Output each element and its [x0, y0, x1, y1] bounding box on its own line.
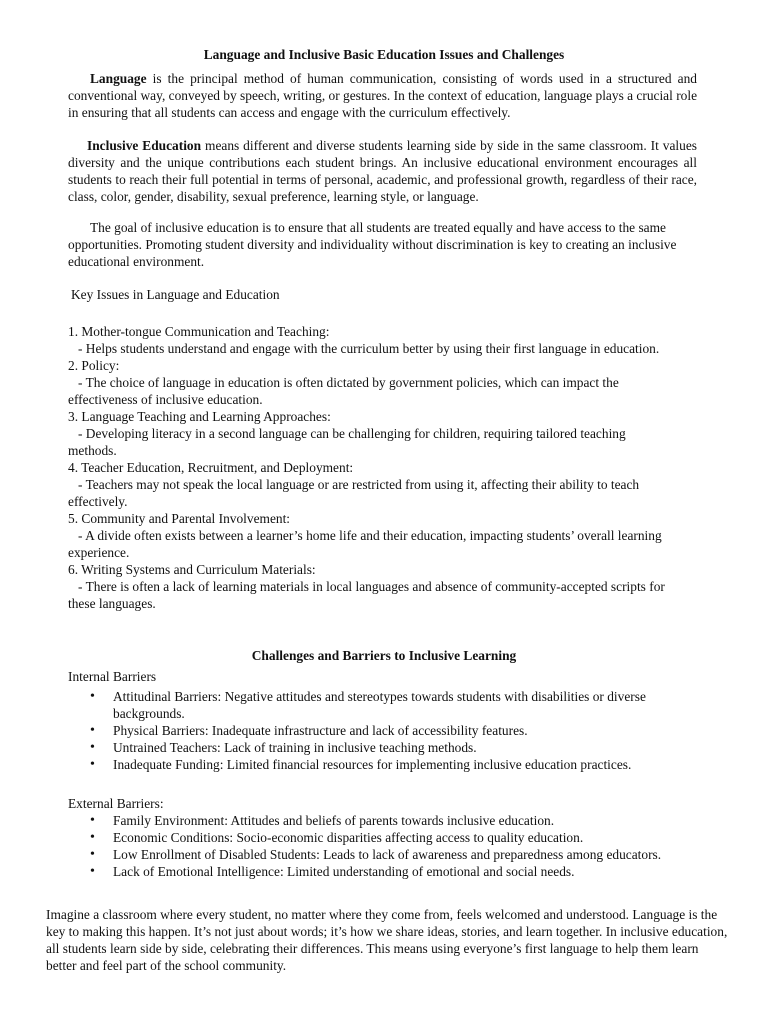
- document-title: Language and Inclusive Basic Education Issues and Challenges: [203, 47, 565, 62]
- issue-description-line: - The choice of language in education is often dictated by government policies, which can impact the: [78, 375, 619, 390]
- issue-title: 6. Writing Systems and Curriculum Materials:: [68, 562, 316, 577]
- barrier-text: Attitudinal Barriers: Negative attitudes and stereotypes towards students with disabilities or diverse: [113, 689, 646, 704]
- issue-description: [68, 578, 697, 612]
- bullet-icon: •: [90, 813, 95, 828]
- list-item: [68, 688, 697, 722]
- issue-description-tail: experience.: [68, 545, 130, 560]
- bullet-icon: •: [90, 864, 95, 879]
- issue-description-line: - Teachers may not speak the local language or are restricted from using it, affecting their ability to teach: [78, 477, 640, 492]
- issue-description-line: - There is often a lack of learning materials in local languages and absence of community-accepted scripts for: [78, 579, 665, 594]
- issue-description: [68, 425, 697, 459]
- list-item: [68, 561, 697, 612]
- challenges-heading: Challenges and Barriers to Inclusive Learning: [251, 648, 517, 663]
- external-barriers-heading: External Barriers:: [68, 796, 164, 811]
- barrier-text-tail: backgrounds.: [113, 706, 185, 721]
- term-inclusive-education: Inclusive Education: [87, 138, 202, 153]
- list-item: [68, 829, 697, 846]
- bullet-icon: •: [90, 689, 95, 704]
- list-item: [68, 722, 697, 739]
- issue-description-line: - A divide often exists between a learner’s home life and their education, impacting students’ overall learning: [78, 528, 662, 543]
- issue-title: 1. Mother-tongue Communication and Teaching:: [68, 324, 330, 339]
- issue-title: 4. Teacher Education, Recruitment, and Deployment:: [68, 460, 354, 475]
- issue-description-tail: these languages.: [68, 596, 156, 611]
- issue-description-line: - Developing literacy in a second language can be challenging for children, requiring tailored teaching: [78, 426, 626, 441]
- issue-title: 2. Policy:: [68, 358, 120, 373]
- list-item: [68, 739, 697, 756]
- barrier-text: Inadequate Funding: Limited financial resources for implementing inclusive education practices.: [113, 757, 632, 772]
- bullet-icon: •: [90, 740, 95, 755]
- list-item: [68, 846, 697, 863]
- issues-list: [68, 323, 697, 612]
- issue-description: - Helps students understand and engage with the curriculum better by using their first language in education.: [78, 341, 660, 356]
- bullet-icon: •: [90, 830, 95, 845]
- barrier-text: Low Enrollment of Disabled Students: Leads to lack of awareness and preparedness among educators.: [113, 847, 662, 862]
- paragraph-goal: The goal of inclusive education is to ensure that all students are treated equally and have access to the same opportunities. Promoting student diversity and individuality without discrimination is key to creating an inclusive educational environment.: [68, 220, 677, 269]
- paragraph-language-text: is the principal method of human communication, consisting of words used in a structured and conventional way, conveyed by speech, writing, or gestures. In the context of education, language plays a crucial role in ensuring that all students can access and engage with the curriculum effectively.: [68, 71, 698, 120]
- list-item: [68, 459, 697, 510]
- list-item: [68, 408, 697, 459]
- barrier-text: Family Environment: Attitudes and beliefs of parents towards inclusive education.: [113, 813, 555, 828]
- issue-description-tail: effectively.: [68, 494, 128, 509]
- list-item: [68, 357, 697, 408]
- bullet-icon: •: [90, 757, 95, 772]
- issue-title: 5. Community and Parental Involvement:: [68, 511, 291, 526]
- external-barriers-list: [68, 812, 697, 880]
- paragraph-inclusive-education: [68, 137, 697, 205]
- barrier-text: Untrained Teachers: Lack of training in inclusive teaching methods.: [113, 740, 477, 755]
- bullet-icon: •: [90, 723, 95, 738]
- closing-paragraph: Imagine a classroom where every student, no matter where they come from, feels welcomed and understood. Language is the key to making this happen. It’s not just about words; it’s how we share ideas, stories, and learn together. In inclusive education, all students learn side by side, celebrating their differences. This means using everyone’s first language to help them learn better and feel part of the school community.: [46, 907, 728, 973]
- internal-barriers-list: [68, 688, 697, 773]
- internal-barriers-heading: Internal Barriers: [68, 669, 157, 684]
- paragraph-inclusive-text: means different and diverse students learning side by side in the same classroom. It values diversity and the unique contributions each student brings. An inclusive educational environment encourages all students to reach their full potential in terms of personal, academic, and professional growth, regardless of their race, class, color, gender, disability, sexual preference, learning style, or language.: [68, 138, 697, 204]
- barrier-text: Physical Barriers: Inadequate infrastructure and lack of accessibility features.: [113, 723, 528, 738]
- issue-description-tail: methods.: [68, 443, 117, 458]
- term-language: Language: [90, 71, 147, 86]
- bullet-icon: •: [90, 847, 95, 862]
- issue-description: [68, 527, 697, 561]
- paragraph-language: [68, 70, 697, 121]
- list-item: [68, 812, 697, 829]
- key-issues-heading: Key Issues in Language and Education: [71, 287, 280, 302]
- list-item: [68, 323, 697, 357]
- barrier-text: Economic Conditions: Socio-economic disparities affecting access to quality education.: [113, 830, 584, 845]
- issue-description: [68, 476, 697, 510]
- list-item: [68, 863, 697, 880]
- list-item: [68, 756, 697, 773]
- barrier-text: Lack of Emotional Intelligence: Limited understanding of emotional and social needs.: [113, 864, 575, 879]
- list-item: [68, 510, 697, 561]
- issue-description-tail: effectiveness of inclusive education.: [68, 392, 263, 407]
- issue-description: [68, 374, 697, 408]
- issue-title: 3. Language Teaching and Learning Approaches:: [68, 409, 331, 424]
